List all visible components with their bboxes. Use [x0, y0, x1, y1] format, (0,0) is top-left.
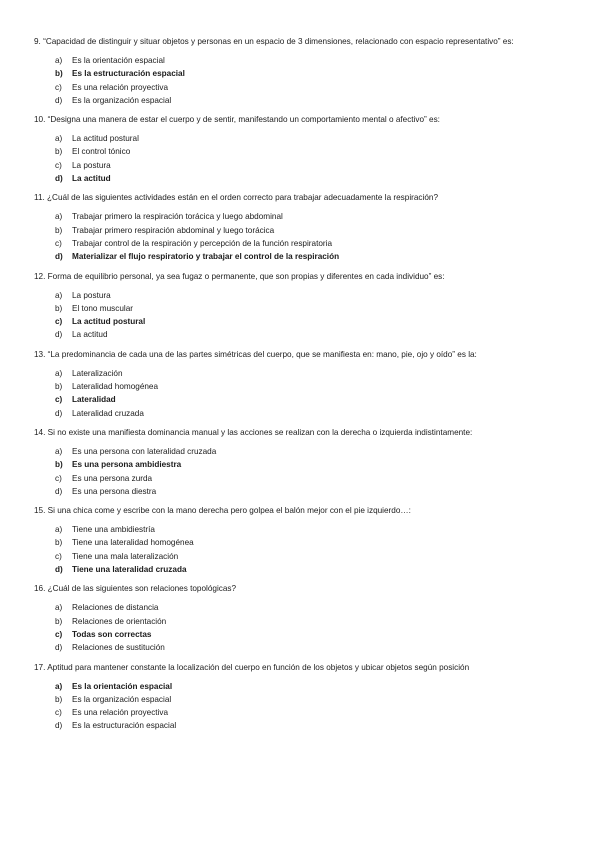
question-text: 15. Si una chica come y escribe con la mano derecha pero golpea el balón mejor con el pie izquierdo…:	[34, 506, 411, 516]
question-block	[34, 582, 568, 654]
option-text: Lateralidad cruzada	[72, 408, 144, 418]
option-text: La postura	[72, 160, 111, 170]
answer-options	[55, 680, 568, 733]
answer-option-correct	[55, 563, 568, 576]
option-text: El control tónico	[72, 147, 131, 157]
answer-option	[55, 380, 568, 393]
question-text: 14. Si no existe una manifiesta dominancia manual y las acciones se realizan con la derecha o izquierda indistintamente:	[34, 427, 473, 437]
option-text: Tiene una ambidiestría	[72, 525, 155, 535]
option-letter: b)	[55, 616, 63, 626]
option-letter: c)	[55, 238, 62, 248]
option-letter: b)	[55, 303, 63, 313]
option-text: Es la organización espacial	[72, 95, 172, 105]
answer-option-correct	[55, 628, 568, 641]
question-text: 9. “Capacidad de distinguir y situar objetos y personas en un espacio de 3 dimensiones, relacionado con espacio representativo” es:	[34, 37, 514, 46]
answer-option	[55, 693, 568, 706]
answer-option	[55, 132, 568, 145]
option-text: Es una persona diestra	[72, 486, 157, 496]
answer-options	[55, 132, 568, 185]
option-text: Lateralidad homogénea	[72, 382, 159, 392]
question-block	[34, 113, 568, 185]
option-text: Relaciones de distancia	[72, 603, 159, 613]
option-letter: b)	[55, 147, 63, 157]
option-text: Es la orientación espacial	[72, 681, 173, 691]
option-letter: a)	[55, 603, 63, 613]
option-text: Relaciones de sustitución	[72, 643, 165, 653]
option-letter: c)	[55, 551, 62, 561]
answer-options	[55, 289, 568, 342]
answer-option-correct	[55, 458, 568, 471]
option-letter: c)	[55, 473, 62, 483]
option-letter: c)	[55, 708, 62, 718]
option-text: Es la estructuración espacial	[72, 69, 185, 79]
option-text: Es una persona zurda	[72, 473, 153, 483]
question-text: 10. “Designa una manera de estar el cuerpo y de sentir, manifestando un comportamiento mental o afectivo” es:	[34, 115, 440, 125]
option-letter: a)	[55, 56, 63, 65]
answer-option	[55, 523, 568, 536]
option-text: Lateralidad	[72, 395, 116, 405]
answer-option-correct	[55, 680, 568, 693]
answer-option	[55, 601, 568, 614]
option-text: La actitud	[72, 330, 108, 340]
answer-option	[55, 302, 568, 315]
answer-option-correct	[55, 315, 568, 328]
answer-options	[55, 54, 568, 107]
option-letter: c)	[55, 395, 63, 405]
answer-option	[55, 210, 568, 223]
question-text: 17. Aptitud para mantener constante la localización del cuerpo en función de los objetos y ubicar objetos según posición	[34, 662, 470, 672]
option-letter: a)	[55, 290, 63, 300]
option-letter: c)	[55, 160, 62, 170]
option-letter: a)	[55, 368, 63, 378]
option-text: Es la estructuración espacial	[72, 721, 177, 731]
answer-options	[55, 523, 568, 576]
option-letter: b)	[55, 538, 63, 548]
option-text: Es una persona ambidiestra	[72, 460, 182, 470]
answer-option	[55, 445, 568, 458]
answer-option	[55, 367, 568, 380]
option-text: Tiene una mala lateralización	[72, 551, 179, 561]
option-text: La actitud	[72, 174, 111, 184]
option-letter: c)	[55, 317, 63, 327]
answer-option	[55, 54, 568, 67]
option-letter: b)	[55, 69, 63, 79]
option-letter: a)	[55, 134, 63, 144]
answer-option	[55, 224, 568, 237]
answer-option-correct	[55, 393, 568, 406]
option-text: Trabajar control de la respiración y percepción de la función respiratoria	[72, 238, 333, 248]
answer-option	[55, 237, 568, 250]
option-letter: a)	[55, 525, 63, 535]
option-text: El tono muscular	[72, 303, 133, 313]
answer-option	[55, 289, 568, 302]
option-text: Trabajar primero respiración abdominal y luego torácica	[72, 225, 275, 235]
answer-option	[55, 641, 568, 654]
question-text: 12. Forma de equilibrio personal, ya sea fugaz o permanente, que son propias y diferentes en cada individuo” es:	[34, 271, 445, 281]
answer-option	[55, 159, 568, 172]
option-letter: c)	[55, 82, 62, 92]
answer-option	[55, 719, 568, 732]
option-letter: c)	[55, 629, 63, 639]
answer-option	[55, 407, 568, 420]
answer-option	[55, 706, 568, 719]
answer-options	[55, 601, 568, 654]
question-text: 11. ¿Cuál de las siguientes actividades están en el orden correcto para trabajar adecuadamente la respiración?	[34, 193, 439, 203]
question-block	[34, 348, 568, 420]
answer-option-correct	[55, 172, 568, 185]
option-letter: d)	[55, 408, 63, 418]
question-text: 13. “La predominancia de cada una de las partes simétricas del cuerpo, que se manifiesta en: mano, pie, ojo y oído” es la:	[34, 349, 477, 359]
question-block	[34, 270, 568, 342]
option-letter: b)	[55, 460, 63, 470]
option-letter: a)	[55, 446, 63, 456]
question-block	[34, 191, 568, 263]
answer-option	[55, 472, 568, 485]
option-letter: a)	[55, 681, 63, 691]
answer-option	[55, 485, 568, 498]
option-letter: b)	[55, 694, 63, 704]
option-letter: d)	[55, 565, 63, 575]
question-block	[34, 504, 568, 576]
question-block	[34, 35, 568, 107]
option-letter: d)	[55, 174, 63, 184]
answer-options	[55, 210, 568, 263]
option-letter: d)	[55, 330, 63, 340]
option-letter: a)	[55, 212, 63, 222]
answer-option	[55, 615, 568, 628]
option-letter: d)	[55, 95, 63, 105]
option-letter: d)	[55, 252, 63, 262]
answer-option-correct	[55, 67, 568, 80]
option-text: Tiene una lateralidad homogénea	[72, 538, 194, 548]
question-block	[34, 426, 568, 498]
answer-option	[55, 94, 568, 107]
option-text: La actitud postural	[72, 134, 139, 144]
answer-option	[55, 145, 568, 158]
exam-page	[34, 35, 568, 739]
option-letter: d)	[55, 486, 63, 496]
option-text: Trabajar primero la respiración torácica y luego abdominal	[72, 212, 283, 222]
question-block	[34, 661, 568, 733]
option-text: La postura	[72, 290, 111, 300]
option-text: La actitud postural	[72, 317, 146, 327]
option-text: Es la orientación espacial	[72, 56, 165, 65]
option-letter: d)	[55, 643, 63, 653]
option-text: Es una relación proyectiva	[72, 82, 169, 92]
option-text: Relaciones de orientación	[72, 616, 167, 626]
question-text: 16. ¿Cuál de las siguientes son relaciones topológicas?	[34, 584, 237, 594]
option-letter: b)	[55, 225, 63, 235]
answer-option	[55, 550, 568, 563]
option-text: Es una relación proyectiva	[72, 708, 169, 718]
answer-option	[55, 536, 568, 549]
answer-options	[55, 367, 568, 420]
option-text: Todas son correctas	[72, 629, 152, 639]
answer-option	[55, 328, 568, 341]
option-text: Es la organización espacial	[72, 694, 172, 704]
option-text: Lateralización	[72, 368, 123, 378]
answer-options	[55, 445, 568, 498]
answer-option-correct	[55, 250, 568, 263]
option-text: Tiene una lateralidad cruzada	[72, 565, 187, 575]
option-text: Es una persona con lateralidad cruzada	[72, 446, 217, 456]
option-letter: b)	[55, 382, 63, 392]
answer-option	[55, 81, 568, 94]
option-text: Materializar el flujo respiratorio y trabajar el control de la respiración	[72, 252, 340, 262]
option-letter: d)	[55, 721, 63, 731]
